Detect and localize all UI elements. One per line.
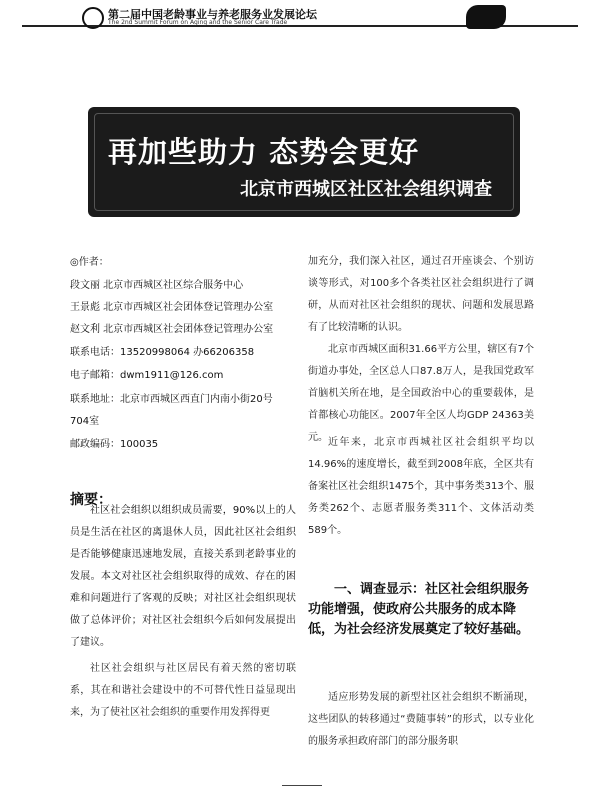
section-heading: 一、调查显示：社区社会组织服务功能增强，使政府公共服务的成本降低，为社会经济发展奠定了较好基础。 bbox=[308, 582, 530, 637]
body-paragraph: 北京市西城区面积31.66平方公里，辖区有7个街道办事处，全区总人口87.8万人，是我国党政军首脑机关所在地，是全国政治中心的重要载体，是首都核心功能区。2007年全区人均GDP 24363美元。 bbox=[308, 344, 534, 443]
contact-email: 电子邮箱：dwm1911@126.com bbox=[70, 370, 224, 381]
forum-subtitle: The 2nd Summit Forum on Aging and the Senior Care Trade bbox=[108, 19, 288, 26]
author-line: 赵文利 北京市西城区社会团体登记管理办公室 bbox=[70, 324, 274, 335]
abstract-heading: 摘要： bbox=[70, 492, 112, 508]
forum-logo-icon bbox=[82, 7, 104, 29]
contact-postcode: 邮政编码：100035 bbox=[70, 439, 159, 450]
body-paragraph: 加充分，我们深入社区，通过召开座谈会、个别访谈等形式，对100多个各类社区社会组织进行了调研，从而对社区社会组织的现状、问题和发展思路有了比较清晰的认识。 bbox=[308, 256, 534, 333]
author-line: 段文丽 北京市西城区社区综合服务中心 bbox=[70, 280, 244, 291]
author-line: 王景彪 北京市西城区社会团体登记管理办公室 bbox=[70, 302, 274, 313]
body-paragraph: 社区社会组织与社区居民有着天然的密切联系，其在和谐社会建设中的不可替代性日益显现出来，为了使社区社会组织的重要作用发挥得更 bbox=[70, 663, 296, 718]
contact-address-room: 704室 bbox=[70, 416, 100, 427]
contact-phone: 联系电话：13520998064 办66206358 bbox=[70, 347, 255, 358]
authors-label: ◎作者： bbox=[70, 257, 109, 268]
forum-title: 第二届中国老龄事业与养老服务业发展论坛 bbox=[108, 8, 317, 21]
article-subtitle: 北京市西城区社区社会组织调查 bbox=[240, 179, 492, 200]
body-paragraph: 近年来，北京市西城社区社会组织平均以14.96%的速度增长，截至到2008年底，全区共有备案社区社会组织1475个，其中事务类313个、服务类262个、志愿者服务类311个、文体活动类589个。 bbox=[308, 437, 534, 536]
footer-rule bbox=[282, 785, 322, 786]
abstract-text: 社区社会组织以组织成员需要，90%以上的人员是生活在社区的离退休人员，因此社区社会组织是否能够健康迅速地发展，直接关系到老龄事业的发展。本文对社区社会组织取得的成效、存在的困难和问题进行了客观的反映；对社区社会组织现状做了总体评价；对社区社会组织今后如何发展提出了建议。 bbox=[70, 505, 296, 648]
body-paragraph: 适应形势发展的新型社区社会组织不断涌现，这些团队的转移通过“费随事转”的形式，以专业化的服务承担政府部门的部分服务职 bbox=[308, 692, 534, 747]
forum-emblem-icon bbox=[466, 5, 506, 29]
article-title: 再加些助力 态势会更好 bbox=[108, 135, 420, 169]
contact-address: 联系地址：北京市西城区西直门内南小街20号 bbox=[70, 394, 273, 405]
